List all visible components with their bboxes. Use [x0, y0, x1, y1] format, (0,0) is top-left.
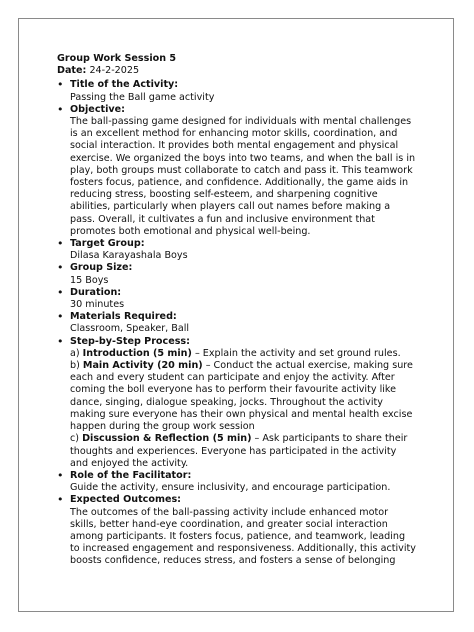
process-step-c	[70, 433, 417, 470]
date-value: 24-2-2025	[89, 65, 140, 77]
title-text: Passing the Ball game activity	[70, 91, 215, 103]
list-item-facilitator	[57, 470, 417, 494]
list-item-duration	[57, 287, 417, 311]
outcomes-label: • Expected Outcomes:	[70, 494, 182, 506]
list-item-target-group	[57, 238, 417, 262]
facilitator-label: • Role of the Facilitator:	[70, 469, 192, 481]
objective-label: • Objective:	[70, 103, 125, 115]
step-c-heading: Discussion & Reflection (5 min)	[82, 433, 252, 445]
materials-label: • Materials Required:	[70, 311, 177, 323]
list-item-materials	[57, 311, 417, 335]
facilitator-text: Guide the activity, ensure inclusivity, and encourage participation.	[70, 482, 391, 494]
list-item-objective	[57, 104, 417, 238]
target-group-label: • Target Group:	[70, 238, 145, 250]
objective-text: The ball-passing game designed for individuals with mental challenges is an excellent method for enhancing motor skills, coordination, and social interaction. It provides both mental engagement and physical exercise. We organized the boys into two teams, and when the ball is in play, both groups must collaborate to catch and pass it. This teamwork fosters focus, patience, and confidence. Additionally, the game aids in reducing stress, boosting self-esteem, and sharpening cognitive abilities, particularly when players call out names before making a pass. Overall, it cultivates a fun and inclusive environment that promotes both emotional and physical well-being.	[70, 116, 416, 237]
duration-text: 30 minutes	[70, 299, 125, 311]
group-size-label: • Group Size:	[70, 262, 133, 274]
list-item-process	[57, 336, 417, 470]
duration-label: • Duration:	[70, 286, 122, 298]
step-b-prefix: b)	[70, 360, 83, 372]
step-a-heading: Introduction (5 min)	[82, 347, 192, 359]
process-label: • Step-by-Step Process:	[70, 335, 190, 347]
step-a-prefix: a)	[70, 347, 83, 359]
step-c-text: – Ask participants to share their thoughts and experiences. Everyone has participated in the activity and enjoyed the activity.	[70, 433, 408, 469]
title-label: • Title of the Activity:	[70, 79, 179, 91]
step-c-prefix: c)	[70, 433, 83, 445]
materials-text: Classroom, Speaker, Ball	[70, 323, 190, 335]
document-content	[57, 53, 417, 568]
outcomes-text: The outcomes of the ball-passing activity include enhanced motor skills, better hand-eye coordination, and greater social interaction among participants. It fosters focus, patience, and teamwork, leading to increased engagement and responsiveness. Additionally, this activity boosts confidence, reduces stress, and fosters a sense of belonging	[70, 506, 416, 567]
step-b-text: – Conduct the actual exercise, making sure each and every student can participate and enjoy the activity. After coming the boll everyone has to perform their favourite activity like dance, singing, dialogue speaking, jocks. Throughout the activity making sure everyone has their own physical and mental health excise happen during the group work session	[70, 360, 413, 433]
session-title: Group Work Session 5	[57, 53, 177, 64]
date-label: Date:	[57, 65, 87, 77]
activity-details-list	[57, 79, 417, 567]
process-step-a	[70, 348, 417, 360]
target-group-text: Dilasa Karayashala Boys	[70, 250, 188, 262]
step-b-heading: Main Activity (20 min)	[82, 360, 203, 372]
session-date	[57, 65, 417, 77]
list-item-outcomes	[57, 494, 417, 567]
list-item-title	[57, 79, 417, 103]
list-item-group-size	[57, 262, 417, 286]
group-size-text: 15 Boys	[70, 274, 109, 286]
step-a-text: – Explain the activity and set ground rules.	[191, 347, 401, 359]
process-step-b	[70, 360, 417, 433]
